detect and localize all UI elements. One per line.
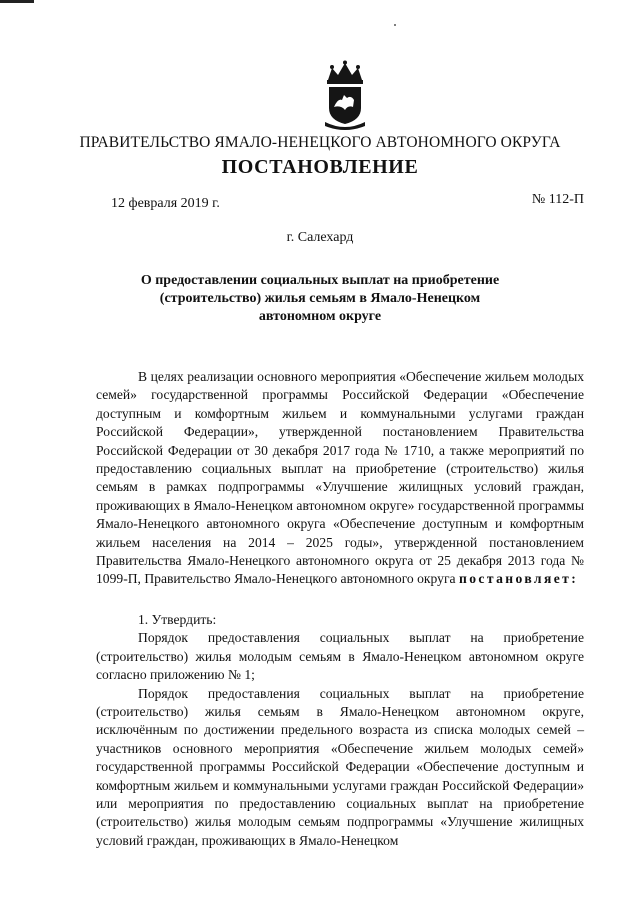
document-number: № 112-П	[531, 192, 584, 207]
document-date: 12 февраля 2019 г.	[111, 196, 220, 211]
preamble-text: В целях реализации основного мероприятия «Обеспечение жильем молодых семей» государственной программы Российской Федерации «Обеспечение доступным и комфортным жильем и коммунальными услугами граждан Российской Федерации», утвержденной постановлением Правительства Российской Федерации от 30 декабря 2017 года № 1710, а также мероприятий по предоставлению социальных выплат на приобретение (строительство) жилья семьям в рамках подпрограммы «Улучшение жилищных условий граждан, проживающих в Ямало-Ненецком автономном округе» государственной программы Ямало-Ненецкого автономного округа «Обеспечение доступным и комфортным жильем населения на 2014 – 2025 годы», утвержденной постановлением Правительства Ямало-Ненецкого автономного округа от 25 декабря 2013 года № 1099-П, Правительство Ямало-Ненецкого автономного округа	[96, 369, 584, 587]
title-line: (строительство) жилья семьям в Ямало-Ненецком	[159, 291, 481, 306]
item-1-paragraph-a: Порядок предоставления социальных выплат на приобретение (строительство) жилья молодым семьям в Ямало-Ненецком автономном округе согласно приложению № 1;	[96, 630, 584, 683]
scan-corner-mark	[0, 0, 34, 3]
item-1-paragraph-b: Порядок предоставления социальных выплат на приобретение (строительство) жилья семьям в Ямало-Ненецком автономном округе, исключённым по достижении предельного возраста из списка молодых семей – участников основного мероприятия «Обеспечение жильем молодых семей» государственной программы Российской Федерации «Обеспечение доступным и комфортным жильем и коммунальными услугами граждан Российской Федерации» или мероприятия по предоставлению социальных выплат на приобретение (строительство) жилья молодым семьям подпрограммы «Улучшение жилищных условий граждан, проживающих в Ямало-Ненецком	[96, 685, 584, 848]
preamble-paragraph	[96, 368, 584, 589]
scan-speck	[394, 24, 396, 26]
document-body	[96, 368, 584, 850]
title-line: автономном округе	[258, 309, 382, 324]
organization-name: ПРАВИТЕЛЬСТВО ЯМАЛО-НЕНЕЦКОГО АВТОНОМНОГО ОКРУГА	[79, 134, 561, 151]
title-line: О предоставлении социальных выплат на приобретение	[140, 273, 500, 288]
document-title	[0, 272, 640, 326]
coat-of-arms-icon	[320, 60, 370, 132]
item-1-heading: 1. Утвердить:	[138, 611, 217, 627]
decree-word: постановляет:	[458, 571, 579, 587]
document-type: ПОСТАНОВЛЕНИЕ	[221, 156, 419, 178]
document-city: г. Салехард	[286, 230, 354, 245]
